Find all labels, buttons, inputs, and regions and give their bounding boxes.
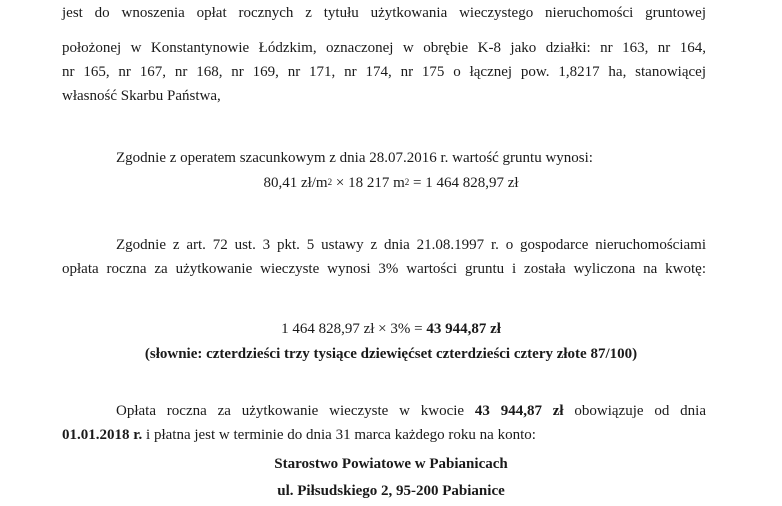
account-address (0, 482, 782, 500)
valuation-line: Zgodnie z operatem szacunkowym z dnia 28.07.2016 r. wartość gruntu wynosi: (116, 150, 593, 166)
account-address-text: ul. Piłsudskiego 2, 95-200 Pabianice (277, 483, 505, 499)
payment-date: 01.01.2018 r. (62, 427, 143, 443)
calculation-formula-text: 1 464 828,97 zł × 3% = (281, 321, 427, 337)
payment-line-1-start: Opłata roczna za użytkowanie wieczyste w kwocie (116, 403, 475, 419)
calculation-words-text: (słownie: czterdzieści trzy tysiące dziewięćset czterdzieści cztery złote 87/100) (144, 346, 638, 362)
valuation-formula-c: = 1 464 828,97 zł (409, 175, 519, 191)
payment-line-2-end: i płatna jest w terminie do dnia 31 marca każdego roku na konto: (142, 427, 536, 443)
paragraph-1-line-3: nr 165, nr 167, nr 168, nr 169, nr 171, nr 174, nr 175 o łącznej pow. 1,8217 ha, stanowiącej (62, 64, 706, 80)
payment-line-1-end: obowiązuje od dnia (563, 403, 706, 419)
calculation-formula (0, 320, 782, 338)
valuation-formula-b: × 18 217 m (332, 175, 405, 191)
valuation-sup-2: 2 (404, 177, 410, 187)
calculation-words (0, 345, 782, 363)
valuation-sup-1: 2 (327, 177, 333, 187)
legal-line-2: opłata roczna za użytkowanie wieczyste wynosi 3% wartości gruntu i została wyliczona na kwotę: (62, 261, 706, 277)
payment-line-2 (62, 426, 536, 444)
account-name (0, 455, 782, 473)
valuation-formula-a: 80,41 zł/m (263, 175, 328, 191)
legal-line-1: Zgodnie z art. 72 ust. 3 pkt. 5 ustawy z dnia 21.08.1997 r. o gospodarce nieruchomościami (116, 237, 706, 253)
payment-amount: 43 944,87 zł (474, 403, 564, 419)
paragraph-1-line-4: własność Skarbu Państwa, (62, 88, 221, 104)
valuation-formula (0, 174, 782, 192)
account-name-text: Starostwo Powiatowe w Pabianicach (274, 456, 508, 472)
calculation-result: 43 944,87 zł (426, 321, 501, 337)
paragraph-1-line-2: położonej w Konstantynowie Łódzkim, oznaczonej w obrębie K-8 jako działki: nr 163, nr 164, (62, 40, 706, 56)
payment-line-1 (116, 402, 706, 420)
paragraph-1-line-1: jest do wnoszenia opłat rocznych z tytułu użytkowania wieczystego nieruchomości gruntowej (62, 5, 706, 21)
